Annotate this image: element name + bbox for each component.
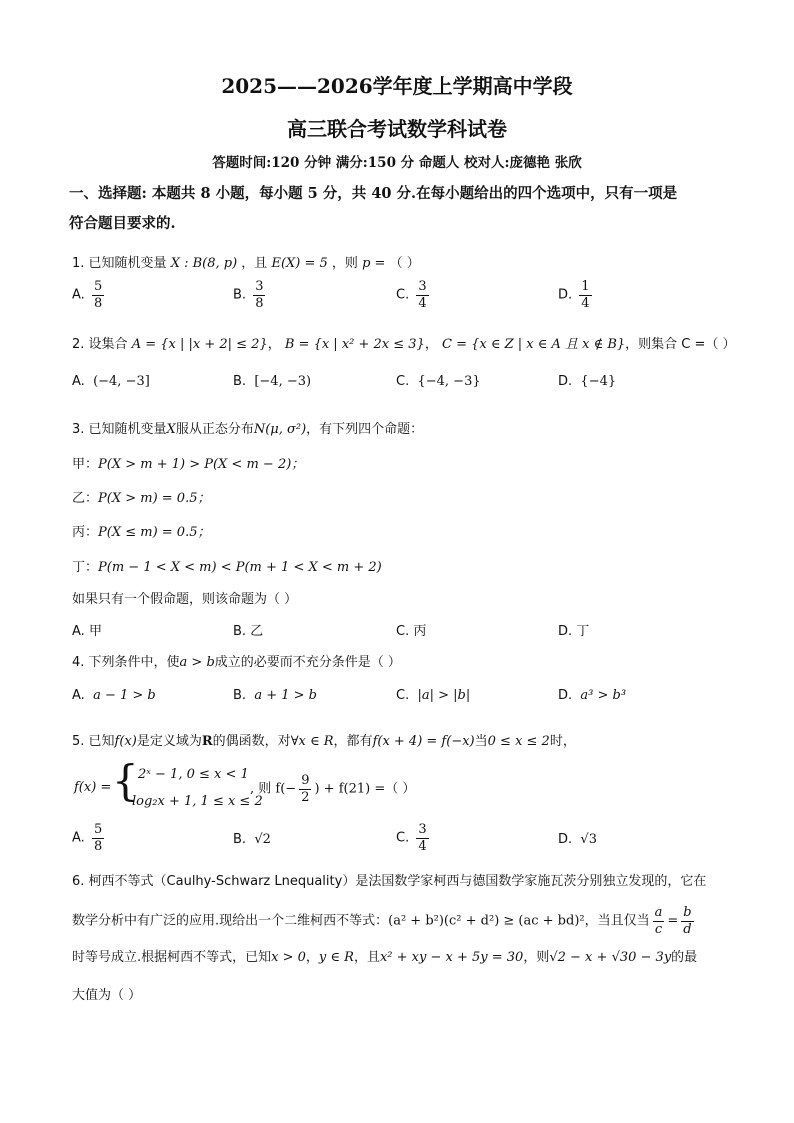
q3-option-a bbox=[72, 620, 102, 639]
q3-tail: ，有下列四个命题： bbox=[306, 422, 424, 437]
q3-prop-jia bbox=[72, 453, 304, 472]
q2-comma: ， bbox=[424, 337, 438, 352]
q5-equation: f(x + 4) = f(−x) bbox=[372, 734, 475, 749]
q2-option-c bbox=[396, 374, 481, 389]
q5-option-d bbox=[558, 832, 597, 847]
q6-cond-y: y ∈ R bbox=[318, 950, 354, 965]
option-label: A. bbox=[72, 374, 85, 389]
q5-tail: 时， bbox=[549, 734, 576, 749]
q5-range: 0 ≤ x ≤ 2 bbox=[487, 734, 550, 749]
option-label: D. bbox=[558, 374, 573, 389]
option-value: 丙 bbox=[413, 624, 427, 639]
q6-tail: 的最 bbox=[671, 950, 698, 965]
q2-option-a bbox=[72, 374, 150, 389]
option-label: A. bbox=[72, 287, 85, 303]
q1-distribution: X : B(8, p) bbox=[170, 256, 238, 271]
q2-set-a: A = {x | |x + 2| ≤ 2} bbox=[131, 337, 268, 352]
option-value: (−4, −3] bbox=[93, 374, 150, 389]
q3-prefix: 3. 已知随机变量 bbox=[72, 422, 167, 437]
q2-set-c: C = {x ∈ Z | x ∈ A 且 x ∉ B} bbox=[441, 337, 626, 352]
section-heading-line2: 符合题目要求的. bbox=[69, 215, 176, 232]
question-1-stem bbox=[72, 252, 420, 271]
option-value: 丁 bbox=[576, 624, 590, 639]
fraction bbox=[653, 906, 665, 936]
option-label: D. bbox=[558, 832, 573, 847]
q5-option-a bbox=[72, 823, 107, 853]
option-value: a³ > b³ bbox=[580, 688, 627, 703]
denominator: 4 bbox=[418, 838, 427, 854]
option-value: √3 bbox=[580, 832, 597, 847]
q2-set-b: B = {x | x² + 2x ≤ 3} bbox=[284, 337, 425, 352]
question-6-line4: 大值为（ ） bbox=[72, 988, 142, 1003]
denominator: 2 bbox=[301, 789, 310, 805]
numerator: a bbox=[654, 905, 663, 920]
q1-tail: （ ） bbox=[389, 256, 420, 271]
option-value: {−4, −3} bbox=[417, 374, 481, 389]
prop-expr: P(m − 1 < X < m) < P(m + 1 < X < m + 2) bbox=[98, 560, 382, 575]
fraction bbox=[416, 280, 428, 310]
numerator: 3 bbox=[418, 822, 427, 837]
option-label: C. bbox=[396, 287, 410, 303]
numerator: 5 bbox=[93, 822, 103, 837]
option-label: B. bbox=[233, 832, 247, 847]
q4-option-d bbox=[558, 688, 626, 703]
q5-piece-1: 2ˣ − 1, 0 ≤ x < 1 bbox=[138, 767, 249, 782]
option-label: D. bbox=[558, 624, 573, 639]
q2-comma: ， bbox=[267, 337, 281, 352]
option-label: D. bbox=[558, 287, 573, 303]
q6-and: ，且 bbox=[353, 950, 380, 965]
option-label: A. bbox=[72, 688, 85, 703]
q6-constraint: x² + xy − x + 5y = 30 bbox=[379, 950, 524, 965]
q5-piece-2: log₂x + 1, 1 ≤ x ≤ 2 bbox=[132, 794, 263, 809]
option-label: C. bbox=[396, 830, 410, 846]
q2-prefix: 2. 设集合 bbox=[72, 337, 128, 352]
numerator: 5 bbox=[93, 279, 103, 294]
q5-ask bbox=[250, 774, 415, 804]
q5-ask-tail: ) + f(21) =（ ） bbox=[314, 781, 416, 797]
q6-sqrt-1: √2 − x bbox=[549, 950, 593, 965]
option-label: C. bbox=[396, 624, 410, 639]
q1-option-c bbox=[396, 280, 432, 310]
q5-real-set: R bbox=[201, 734, 213, 749]
q5-mid4: 当 bbox=[474, 734, 488, 749]
q1-mid2: ，则 bbox=[331, 256, 358, 271]
q6-cond-x: x > 0 bbox=[271, 950, 306, 965]
q5-mid: 是定义域为 bbox=[136, 734, 202, 749]
denominator: d bbox=[683, 921, 692, 937]
question-5-stem bbox=[72, 730, 576, 749]
q4-option-b bbox=[233, 688, 317, 703]
q6-comma: ， bbox=[305, 950, 319, 965]
option-label: A. bbox=[72, 624, 85, 639]
option-value: a − 1 > b bbox=[93, 688, 156, 703]
numerator: 3 bbox=[418, 279, 427, 294]
q1-option-a bbox=[72, 280, 107, 310]
question-6-line3 bbox=[72, 946, 697, 965]
fraction bbox=[299, 774, 311, 804]
numerator: 1 bbox=[581, 279, 590, 294]
exam-title-line2: 高三联合考试数学科试卷 bbox=[287, 117, 507, 141]
option-label: A. bbox=[72, 830, 85, 846]
question-4-stem bbox=[72, 651, 401, 670]
q5-piecewise-lhs: f(x) = bbox=[74, 780, 112, 795]
option-label: C. bbox=[396, 688, 410, 703]
prop-expr: P(X > m) = 0.5； bbox=[98, 491, 211, 506]
q2-option-d bbox=[558, 374, 616, 389]
q3-option-c bbox=[396, 620, 426, 639]
fraction bbox=[253, 280, 265, 310]
q1-ask: p = bbox=[362, 256, 386, 271]
exam-meta: 答题时间:120 分钟 满分:150 分 命题人 校对人:庞德艳 张欣 bbox=[212, 155, 582, 171]
q4-option-a bbox=[72, 688, 156, 703]
denominator: 8 bbox=[93, 295, 103, 311]
q5-function: f(x) bbox=[114, 734, 137, 749]
q5-option-b bbox=[233, 832, 271, 847]
option-value: √2 bbox=[254, 832, 271, 847]
q5-mid2: 的偶函数，对 bbox=[212, 734, 291, 749]
q3-prop-ding bbox=[72, 556, 382, 575]
option-value: [−4, −3) bbox=[254, 374, 312, 389]
denominator: c bbox=[654, 921, 663, 937]
denominator: 8 bbox=[255, 295, 264, 311]
q4-tail: 成立的必要而不充分条件是（ ） bbox=[214, 655, 401, 670]
prop-expr: P(X > m + 1) > P(X < m − 2)； bbox=[98, 457, 305, 472]
fraction bbox=[681, 906, 693, 936]
q1-option-d bbox=[558, 280, 595, 310]
q1-prefix: 1. 已知随机变量 bbox=[72, 256, 167, 271]
q1-option-b bbox=[233, 280, 268, 310]
q3-question: 如果只有一个假命题，则该命题为（ ） bbox=[72, 592, 298, 607]
fraction bbox=[92, 280, 104, 310]
option-value: {−4} bbox=[580, 374, 617, 389]
option-label: B. bbox=[233, 624, 247, 639]
piecewise-brace: { bbox=[112, 756, 139, 805]
option-label: C. bbox=[396, 374, 410, 389]
option-label: B. bbox=[233, 287, 247, 303]
q5-forall: ∀x ∈ R bbox=[290, 734, 334, 749]
q2-option-b bbox=[233, 374, 311, 389]
numerator: 9 bbox=[301, 773, 310, 788]
fraction bbox=[416, 823, 428, 853]
q3-option-d bbox=[558, 620, 589, 639]
question-2-stem bbox=[72, 333, 736, 352]
prop-label: 乙： bbox=[72, 491, 99, 506]
option-label: D. bbox=[558, 688, 573, 703]
numerator: b bbox=[683, 905, 692, 920]
q3-option-b bbox=[233, 620, 263, 639]
equals-sign: = bbox=[667, 913, 679, 929]
prop-label: 丁： bbox=[72, 560, 99, 575]
q6-line3-prefix: 时等号成立.根据柯西不等式，已知 bbox=[72, 950, 272, 965]
denominator: 8 bbox=[93, 838, 103, 854]
q4-option-c bbox=[396, 688, 470, 703]
question-6-line2 bbox=[72, 906, 697, 936]
q1-expectation: E(X) = 5 bbox=[271, 256, 328, 271]
option-value: a + 1 > b bbox=[254, 688, 317, 703]
fraction bbox=[92, 823, 104, 853]
prop-label: 丙： bbox=[72, 525, 99, 540]
prop-expr: P(X ≤ m) = 0.5； bbox=[98, 525, 211, 540]
q6-inequality: (a² + b²)(c² + d²) ≥ (ac + bd)² bbox=[388, 913, 585, 929]
q3-prop-yi bbox=[72, 487, 210, 506]
q3-variable: X bbox=[166, 422, 176, 437]
q6-prefix: 数学分析中有广泛的应用.现给出一个二维柯西不等式： bbox=[72, 913, 389, 929]
numerator: 3 bbox=[255, 279, 264, 294]
option-value: 乙 bbox=[250, 624, 264, 639]
exam-title-line1: 2025——2026学年度上学期高中学段 bbox=[221, 74, 573, 98]
question-6-line1: 6. 柯西不等式（Caulhy-Schwarz Lnequality）是法国数学家柯西与德国数学家施瓦茨分别独立发现的，它在 bbox=[72, 874, 707, 889]
option-value: |a| > |b| bbox=[417, 688, 471, 703]
q5-option-c bbox=[396, 823, 432, 853]
q3-mid: 服从正态分布 bbox=[175, 422, 254, 437]
q6-sqrt-2: √30 − 3y bbox=[611, 950, 672, 965]
option-label: B. bbox=[233, 688, 247, 703]
q1-mid: ，且 bbox=[241, 256, 268, 271]
q5-ask-prefix: , 则 f(− bbox=[250, 781, 297, 797]
q6-plus: + bbox=[596, 950, 608, 965]
section-heading-line1: 一、选择题: 本题共 8 小题，每小题 5 分，共 40 分.在每小题给出的四个选项中，只有一项是 bbox=[69, 185, 678, 202]
q6-mid: ，当且仅当 bbox=[584, 913, 650, 929]
option-label: B. bbox=[233, 374, 247, 389]
q2-tail: ，则集合 C =（ ） bbox=[625, 337, 736, 352]
q6-then: ，则 bbox=[523, 950, 550, 965]
q4-condition: a > b bbox=[179, 655, 215, 670]
denominator: 4 bbox=[581, 295, 590, 311]
q5-mid3: ，都有 bbox=[333, 734, 373, 749]
denominator: 4 bbox=[418, 295, 427, 311]
q3-distribution: N(μ, σ²) bbox=[253, 422, 307, 437]
q5-prefix: 5. 已知 bbox=[72, 734, 115, 749]
q4-prefix: 4. 下列条件中，使 bbox=[72, 655, 180, 670]
option-value: 甲 bbox=[88, 624, 102, 639]
prop-label: 甲： bbox=[72, 457, 99, 472]
fraction bbox=[579, 280, 591, 310]
question-3-stem bbox=[72, 418, 423, 437]
q3-prop-bing bbox=[72, 521, 210, 540]
